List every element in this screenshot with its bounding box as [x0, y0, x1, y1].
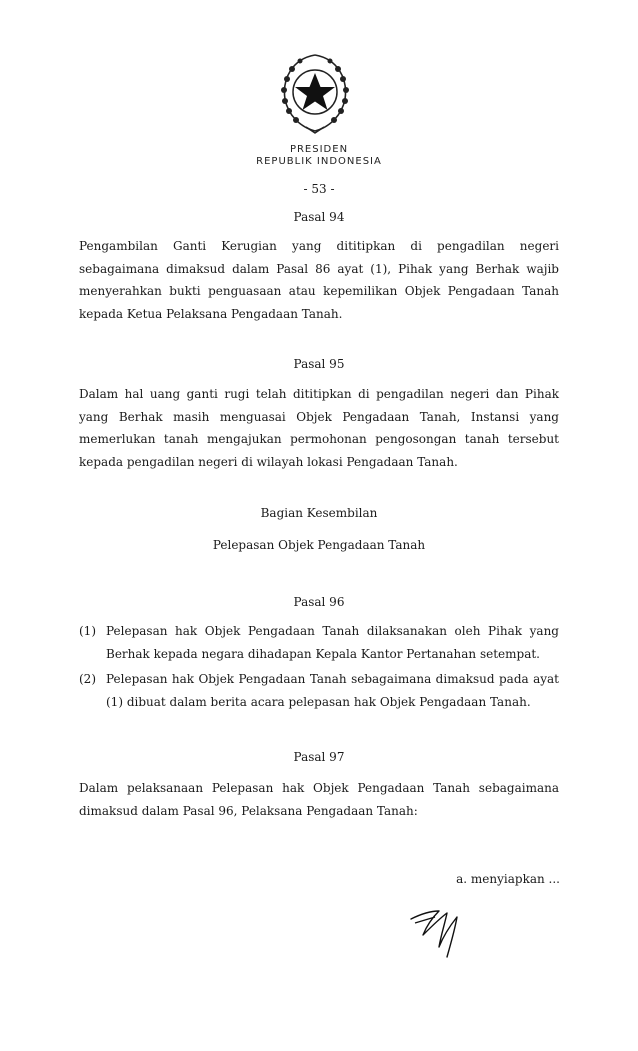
- garuda-star-emblem-icon: [270, 47, 360, 135]
- item-text: Pelepasan hak Objek Pengadaan Tanah sebagaimana dimaksud pada ayat (1) dibuat dalam berita acara pelepasan hak Objek Pengadaan Tanah.: [106, 672, 559, 709]
- pasal-95-heading: Pasal 95: [293, 357, 345, 371]
- pasal-94-text: Pengambilan Ganti Kerugian yang dititipkan di pengadilan negeri sebagaimana dimaksud dalam Pasal 86 ayat (1), Pihak yang Berhak wajib menyerahkan bukti penguasaan atau kepemilikan Objek Pengadaan Tanah kepada Ketua Pelaksana Pengadaan Tanah.: [79, 239, 559, 321]
- pasal-97-heading: Pasal 97: [293, 750, 345, 764]
- pasal-97-text: Dalam pelaksanaan Pelepasan hak Objek Pengadaan Tanah sebagaimana dimaksud dalam Pasal 96, Pelaksana Pengadaan Tanah:: [79, 781, 559, 818]
- pasal-96-heading: Pasal 96: [293, 595, 345, 609]
- bagian-heading: Bagian Kesembilan: [260, 506, 378, 520]
- bagian-subtitle: Pelepasan Objek Pengadaan Tanah: [212, 538, 426, 552]
- handwritten-initial-icon: [405, 905, 465, 960]
- header-title: PRESIDEN: [289, 144, 349, 155]
- pasal-94-heading: Pasal 94: [293, 210, 345, 224]
- item-number: (1): [79, 624, 96, 638]
- header-subtitle: REPUBLIK INDONESIA: [256, 156, 382, 167]
- continuation-note: a. menyiapkan ...: [456, 872, 560, 886]
- page-number: - 53 -: [303, 182, 335, 196]
- item-number: (2): [79, 672, 96, 686]
- pasal-95-text: Dalam hal uang ganti rugi telah dititipkan di pengadilan negeri dan Pihak yang Berhak masih menguasai Objek Pengadaan Tanah, Instansi yang memerlukan tanah mengajukan permohonan pengosongan tanah tersebut kepada pengadilan negeri di wilayah lokasi Pengadaan Tanah.: [79, 387, 559, 469]
- item-text: Pelepasan hak Objek Pengadaan Tanah dilaksanakan oleh Pihak yang Berhak kepada negara dihadapan Kepala Kantor Pertanahan setempat.: [106, 624, 559, 661]
